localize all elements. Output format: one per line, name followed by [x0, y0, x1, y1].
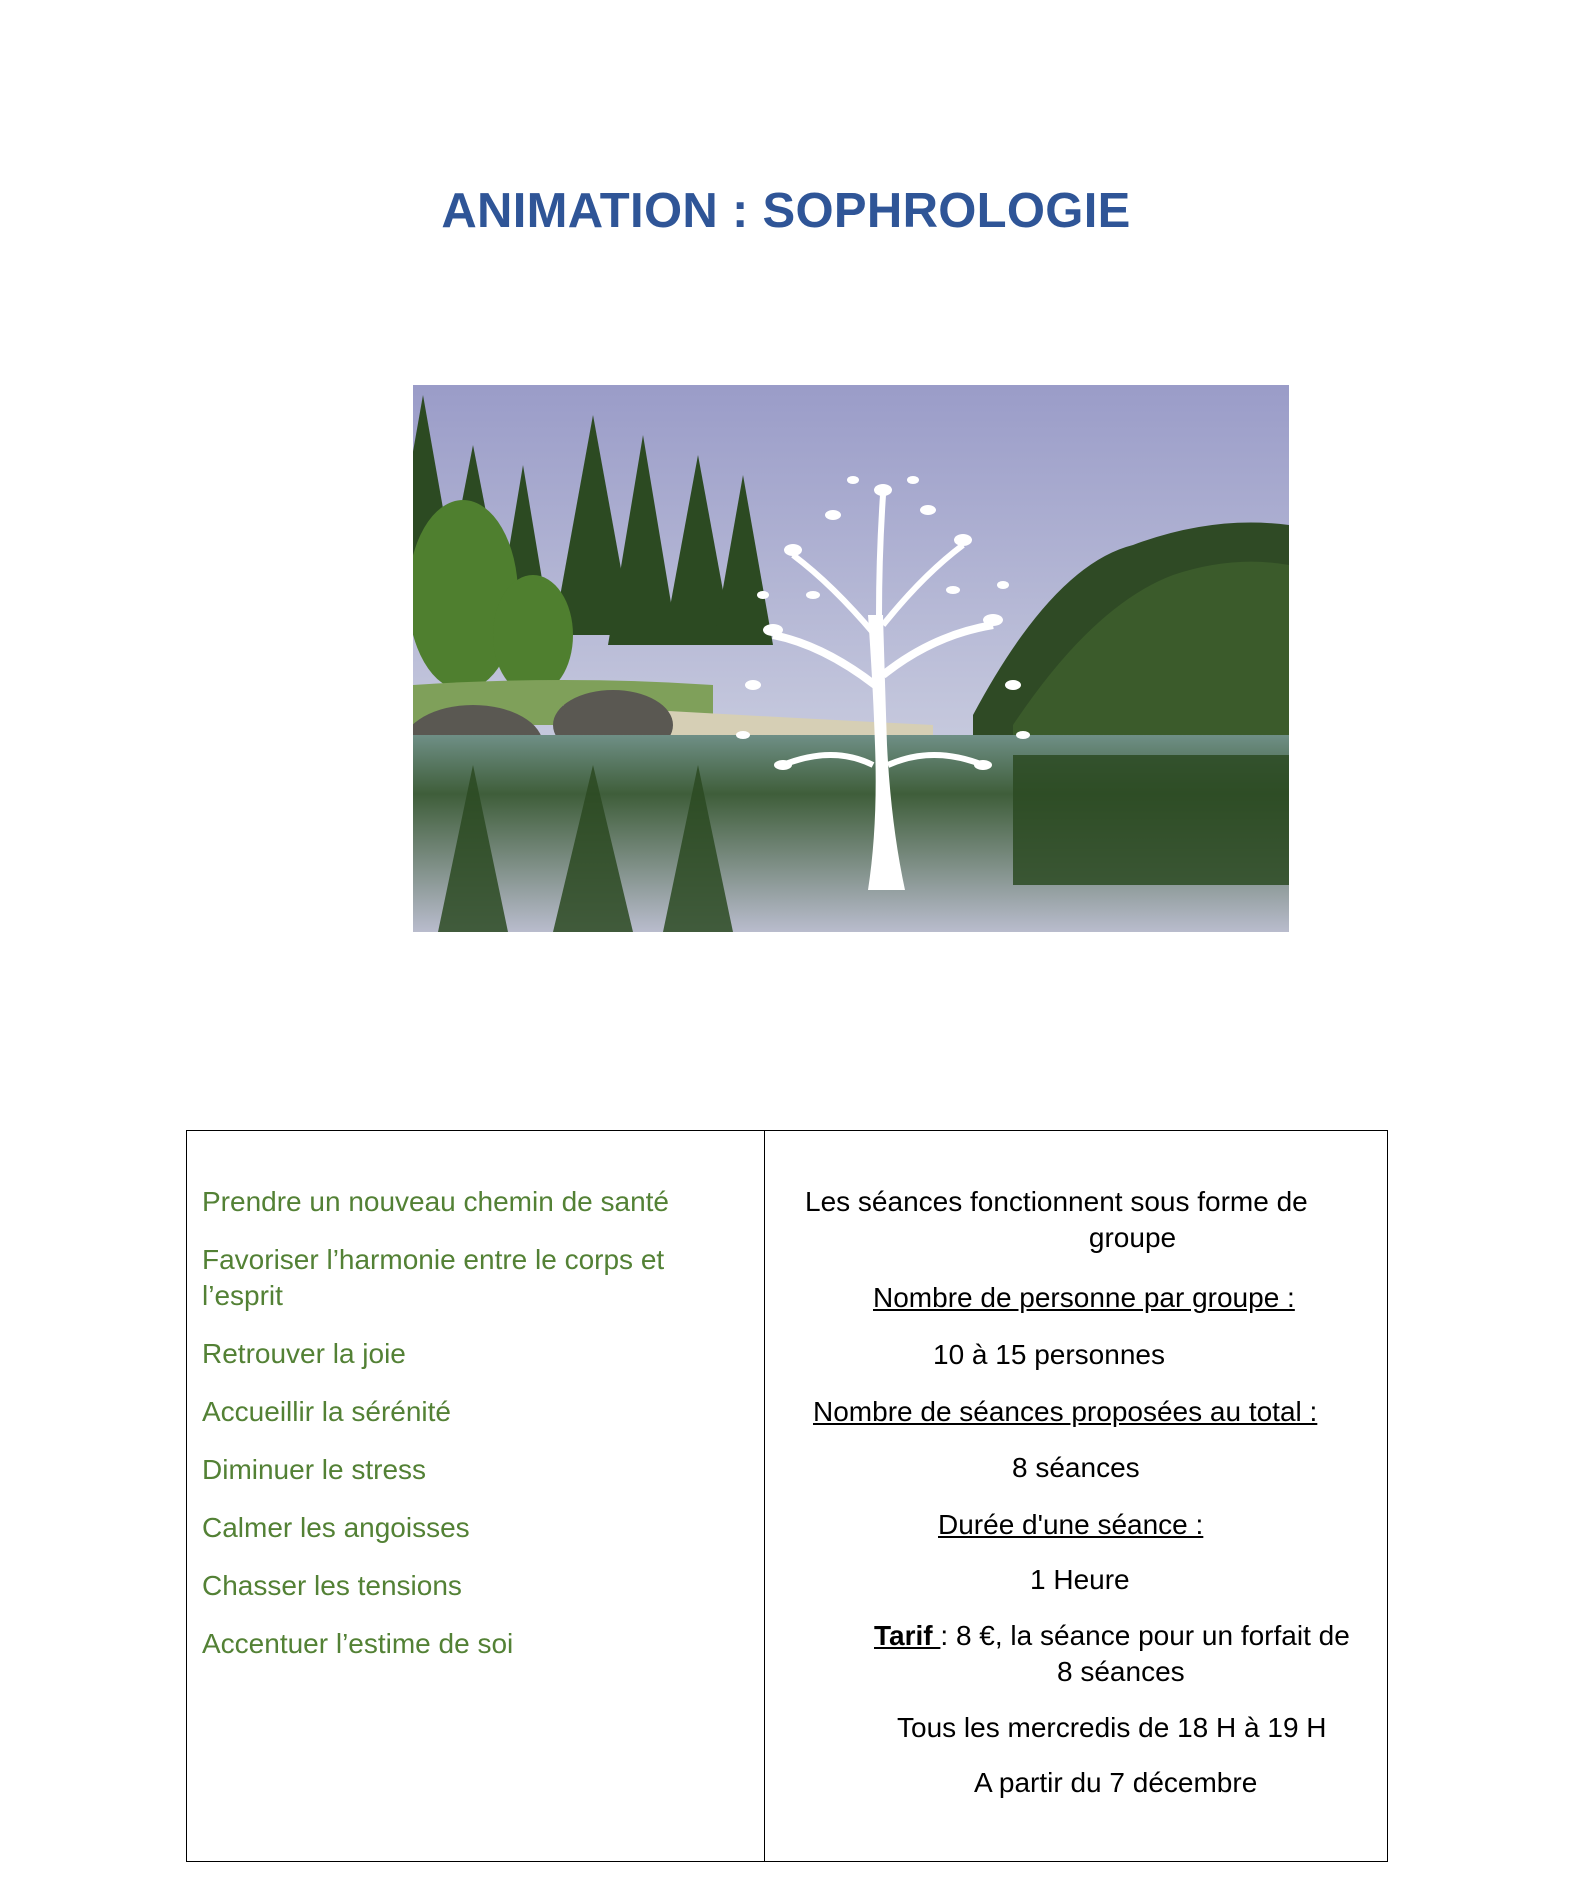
schedule-text: Tous les mercredis de 18 H à 19 H: [897, 1712, 1327, 1743]
group-size-label: Nombre de personne par groupe :: [873, 1282, 1295, 1313]
sessions-label: Nombre de séances proposées au total :: [813, 1396, 1318, 1427]
benefit-item: Accueillir la sérénité: [202, 1396, 451, 1427]
group-size-value: 10 à 15 personnes: [933, 1339, 1165, 1370]
sessions-value: 8 séances: [1012, 1452, 1140, 1483]
intro-line-2: groupe: [1088, 1222, 1177, 1253]
benefit-item: Prendre un nouveau chemin de santé: [202, 1186, 669, 1217]
info-table: [186, 1130, 1388, 1862]
benefit-item: Favoriser l’harmonie entre le corps et l’esprit: [202, 1244, 665, 1311]
tarif-line: [874, 1618, 1350, 1654]
start-date-text: A partir du 7 décembre: [974, 1767, 1258, 1798]
details-column: [765, 1131, 1387, 1861]
benefit-item: Diminuer le stress: [202, 1454, 427, 1485]
benefit-item: Calmer les angoisses: [202, 1512, 470, 1543]
tarif-text-line-2: 8 séances: [1057, 1656, 1185, 1687]
benefit-item: Accentuer l’estime de soi: [202, 1628, 514, 1659]
page-title: ANIMATION : SOPHROLOGIE: [441, 184, 1131, 238]
duration-value: 1 Heure: [1030, 1564, 1130, 1595]
intro-text: [805, 1184, 1345, 1256]
duration-label: Durée d'une séance :: [938, 1509, 1204, 1540]
tarif-text: : 8 €, la séance pour un forfait de: [940, 1620, 1350, 1651]
benefits-column: [187, 1131, 765, 1861]
benefit-item: Chasser les tensions: [202, 1570, 462, 1601]
intro-line-1: Les séances fonctionnent sous forme de: [805, 1186, 1308, 1217]
tarif-label: Tarif: [874, 1620, 941, 1651]
tree-lake-photo: [413, 385, 1289, 932]
benefits-list: [202, 1184, 747, 1684]
benefit-item: Retrouver la joie: [202, 1338, 406, 1369]
